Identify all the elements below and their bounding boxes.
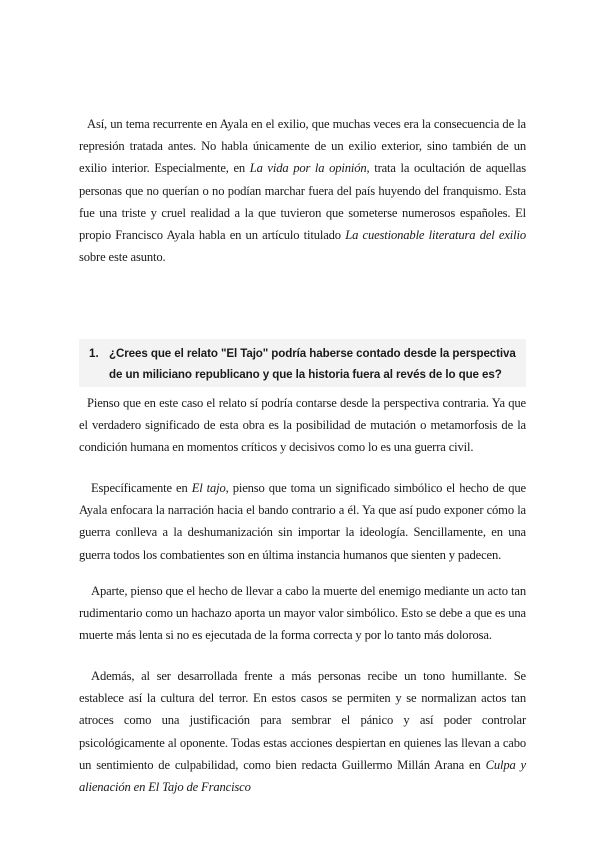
answer-text-2a: Específicamente en xyxy=(91,481,192,495)
answer-paragraph-3 xyxy=(79,580,526,647)
book-title-la-vida-por-la-opinion: La vida por la opinión xyxy=(249,161,367,176)
question-text: ¿Crees que el relato "El Tajo" podría haberse contado desde la perspectiva de un miliciano republicano y que la historia fuera al revés de lo que es? xyxy=(109,347,516,381)
intro-text-1: Así, un tema recurrente en Ayala en el exilio, que muchas veces era la consecuencia de la represión tratada antes. No habla únicamente de un exilio exterior, sino también de un exilio interior. Especialmente, en xyxy=(79,117,526,176)
answer-text-1: Pienso que en este caso el relato sí podría contarse desde la perspectiva contraria. Ya que el verdadero significado de esta obra es la posibilidad de mutación o metamorfosis de la condición humana en momentos críticos y decisivos como lo es una guerra civil. xyxy=(79,396,526,455)
answer-text-3: Aparte, pienso que el hecho de llevar a cabo la muerte del enemigo mediante un acto tan rudimentario como un hachazo aporta un mayor valor simbólico. Esto se debe a que es una muerte más lenta si no es ejecutada de la forma correcta y por lo tanto más dolorosa. xyxy=(79,584,526,643)
answer-paragraph-2 xyxy=(79,477,526,566)
question-block xyxy=(79,339,526,387)
answer-paragraph-4 xyxy=(79,665,526,798)
intro-paragraph xyxy=(79,113,526,268)
answer-text-2b: , pienso que toma un significado simbólico el hecho de que Ayala enfocara la narración hacia el bando contrario a él. Ya que así pudo exponer cómo la guerra conlleva a la deshumanización sin importar la ideología. Sencillamente, en una guerra todos los combatientes son en última instancia humanos que sienten y padecen. xyxy=(79,481,526,562)
essay-title-culpa-y-alienacion: Culpa y alienación en El Tajo de Francisco xyxy=(79,757,526,795)
intro-text-2: , trata la ocultación de aquellas personas que no querían o no podían marchar fuera del país huyendo del franquismo. Esta fue una triste y cruel realidad a la que tuvieron que someterse numerosos españoles. El propio Francisco Ayala habla en un artículo titulado xyxy=(79,161,526,243)
article-title-literatura-del-exilio: La cuestionable literatura del exilio xyxy=(345,228,526,243)
intro-text-3: sobre este asunto. xyxy=(79,250,166,265)
question-number: 1. xyxy=(89,347,99,360)
work-title-el-tajo: El tajo xyxy=(191,481,226,495)
answer-text-4: Además, al ser desarrollada frente a más personas recibe un tono humillante. Se establece así la cultura del terror. En estos casos se permiten y se normalizan actos tan atroces como una justificación para sembrar el pánico y así poder controlar psicológicamente al oponente. Todas estas acciones despiertan en quienes las llevan a cabo un sentimiento de culpabilidad, como bien redacta Guillermo Millán Arana en xyxy=(79,669,526,772)
answer-paragraph-1 xyxy=(79,392,526,459)
